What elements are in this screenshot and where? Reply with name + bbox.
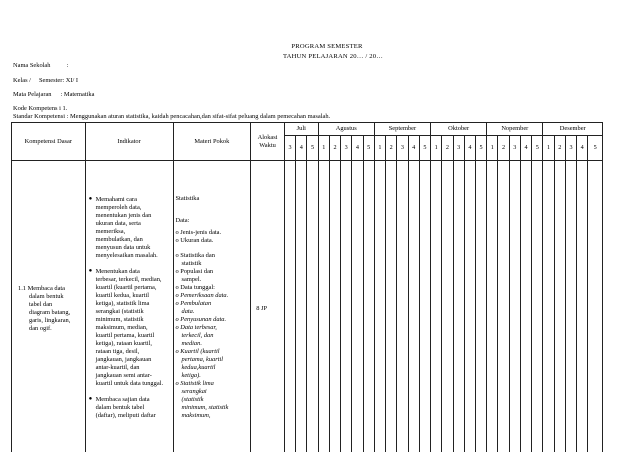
kelas-row [13,77,78,85]
indikator-line: menyelesaikan masalah. [95,251,158,259]
schedule-cell [284,161,295,452]
nama-sekolah-row [13,62,68,70]
indikator-line: kuartil pertama, kuartil [95,331,155,339]
schedule-cell [329,161,340,452]
nama-sekolah-value: : [66,62,69,69]
schedule-cell [408,161,419,452]
schedule-cell [577,161,588,452]
indikator-line: jangkauan, jangkauan [95,355,152,363]
week-number: 1 [318,136,329,161]
header-alokasi-line2: Waktu [259,141,276,149]
month-agustus: Agustus [318,123,374,136]
indikator-line: kuartil untuk data tunggal. [95,379,164,387]
schedule-cell [464,161,475,452]
schedule-cell [397,161,408,452]
kompetensi-dasar-cell [12,161,86,452]
materi-line: o Jenis-jenis data. [175,229,222,236]
nama-sekolah-label: Nama Sekolah [13,62,51,69]
materi-line: o Penyusunan data. [175,316,227,323]
week-number: 2 [498,136,509,161]
indikator-item [89,268,171,388]
program-semester-table [11,122,603,452]
indikator-line: menentukan jenis dan [95,211,152,219]
week-number: 4 [520,136,531,161]
schedule-cell [386,161,397,452]
schedule-cell [520,161,531,452]
bullet-icon: ● [88,195,93,202]
materi-line: data. [181,308,195,315]
week-number: 3 [341,136,352,161]
indikator-line: minimum, statistik [95,315,144,323]
kd-line: tabel dan [29,300,53,308]
month-oktober: Oktober [431,123,487,136]
week-number: 5 [588,136,603,161]
indikator-line: ketiga), statistik lima [95,299,150,307]
materi-line: serangkai [181,388,207,395]
mapel-label: Mata Pelajaran [13,91,52,98]
indikator-line: dalam bentuk tabel [95,403,145,411]
month-september: September [374,123,430,136]
schedule-cell [543,161,554,452]
schedule-cell [374,161,385,452]
indikator-cell [85,161,173,452]
kd-line: diagram batang, [29,308,71,316]
indikator-line: memeriksa, [95,227,126,235]
week-number: 4 [464,136,475,161]
header-indikator: Indikator [85,123,173,161]
materi-line: statistik [181,260,202,267]
week-number: 5 [419,136,430,161]
mapel-value: : Matematika [60,91,95,98]
kd-line: 1.1 Membaca data [18,284,66,292]
week-number: 5 [532,136,543,161]
kd-line: garis, lingkaran, [29,316,71,324]
month-nopember: Nopember [487,123,543,136]
indikator-line: Memahami cara [95,195,137,203]
schedule-cell [453,161,464,452]
week-number: 4 [577,136,588,161]
materi-line: o Pemeriksaan data. [175,292,229,299]
bullet-icon: ● [88,267,93,274]
week-number: 4 [296,136,307,161]
materi-line: o Statistik lima [175,380,214,387]
indikator-line: ketiga), rataan kuartil, [95,339,153,347]
header-kompetensi-dasar: Kompetensi Dasar [12,123,86,161]
week-number: 5 [363,136,374,161]
kd-line: dan ogif. [29,324,52,332]
header-alokasi-line1: Alokasi [257,133,278,141]
month-desember: Desember [543,123,603,136]
indikator-line: kuartil kedua, kuartil [95,291,150,299]
indikator-line: kuartil (kuartil pertama, [95,283,157,291]
indikator-line: menyusun data untuk [95,243,151,251]
month-juli: Juli [284,123,318,136]
schedule-cell [498,161,509,452]
materi-line: sampel. [181,276,202,283]
page-subtitle: TAHUN PELAJARAN 20… / 20… [282,53,384,60]
materi-line: o Statistika dan [175,252,215,259]
indikator-line: rataan tiga, desil, [95,347,140,355]
schedule-cell [419,161,430,452]
indikator-line: membulatkan, dan [95,235,143,243]
semester-label: Semester: XI/ I [38,77,78,84]
schedule-cell [442,161,453,452]
kelas-label: Kelas / [13,77,31,84]
materi-line: median. [181,340,202,347]
indikator-line: terbesar, terkecil, median, [95,275,162,283]
materi-line: (statistik [181,396,204,403]
indikator-line: antar-kuartil, dan [95,363,140,371]
materi-line: maksimum, [181,412,211,419]
schedule-cell [318,161,329,452]
schedule-cell [363,161,374,452]
schedule-cell [509,161,520,452]
indikator-line: maksimum, median, [95,323,148,331]
kode-kompetensi: Kode Kompetens i 1. [13,105,68,112]
materi-line: o Pembulatan [175,300,212,307]
week-number: 3 [397,136,408,161]
week-number: 5 [307,136,318,161]
schedule-cell [296,161,307,452]
week-number: 2 [442,136,453,161]
week-number: 4 [408,136,419,161]
week-number: 1 [374,136,385,161]
materi-line: o Data terbesar, [175,324,217,331]
materi-line: terkecil, dan [181,332,214,339]
bullet-icon: ● [88,395,93,402]
materi-line: o Data tunggal: [175,284,215,291]
schedule-cell [307,161,318,452]
header-materi-pokok: Materi Pokok [173,123,251,161]
materi-line: o Kuartil (kuartil [175,348,220,355]
week-number: 3 [565,136,576,161]
week-number: 1 [543,136,554,161]
materi-line: o Ukuran data. [175,237,214,244]
materi-line: kedua,kuartil [181,364,216,371]
schedule-cell [475,161,486,452]
materi-line: o Populasi dan [175,268,214,275]
alokasi-waktu-cell: 8 JP [251,161,285,452]
schedule-cell [352,161,363,452]
materi-line: Data: [175,217,190,224]
materi-line: minimum, statistik [181,404,229,411]
week-number: 2 [329,136,340,161]
schedule-cell [554,161,565,452]
indikator-item [89,196,171,260]
indikator-line: serangkai (statistik [95,307,144,315]
week-number: 2 [386,136,397,161]
header-alokasi-waktu [251,123,285,161]
indikator-line: Menentukan data [95,267,140,275]
indikator-line: (daftar), meliputi daftar [95,411,156,419]
week-number: 4 [352,136,363,161]
indikator-line: Membaca sajian data [95,395,150,403]
week-number: 3 [284,136,295,161]
week-number: 5 [475,136,486,161]
schedule-cell [588,161,603,452]
mapel-row [13,91,94,99]
kd-line: dalam bentuk [29,292,64,300]
materi-line: pertama, kuartil [181,356,224,363]
indikator-item [89,396,171,420]
page-title: PROGRAM SEMESTER [291,43,363,50]
week-number: 1 [487,136,498,161]
week-number: 1 [431,136,442,161]
schedule-cell [487,161,498,452]
schedule-cell [431,161,442,452]
schedule-cell [532,161,543,452]
schedule-cell [341,161,352,452]
materi-pokok-cell [173,161,251,452]
table-row [12,161,603,452]
week-number: 2 [554,136,565,161]
indikator-line: jangkauan semi antar- [95,371,152,379]
week-number: 3 [453,136,464,161]
standar-kompetensi: Standar Kompetensi : Menggunakan aturan statistika, kaidah pencacahan,dan sifat-sifat peluang dalam pemecahan masalah. [13,113,331,120]
indikator-line: memperoleh data, [95,203,142,211]
materi-line: ketiga). [181,372,201,379]
materi-line: Statistika [175,195,200,202]
week-number: 3 [509,136,520,161]
schedule-cell [565,161,576,452]
indikator-line: ukuran data, serta [95,219,141,227]
